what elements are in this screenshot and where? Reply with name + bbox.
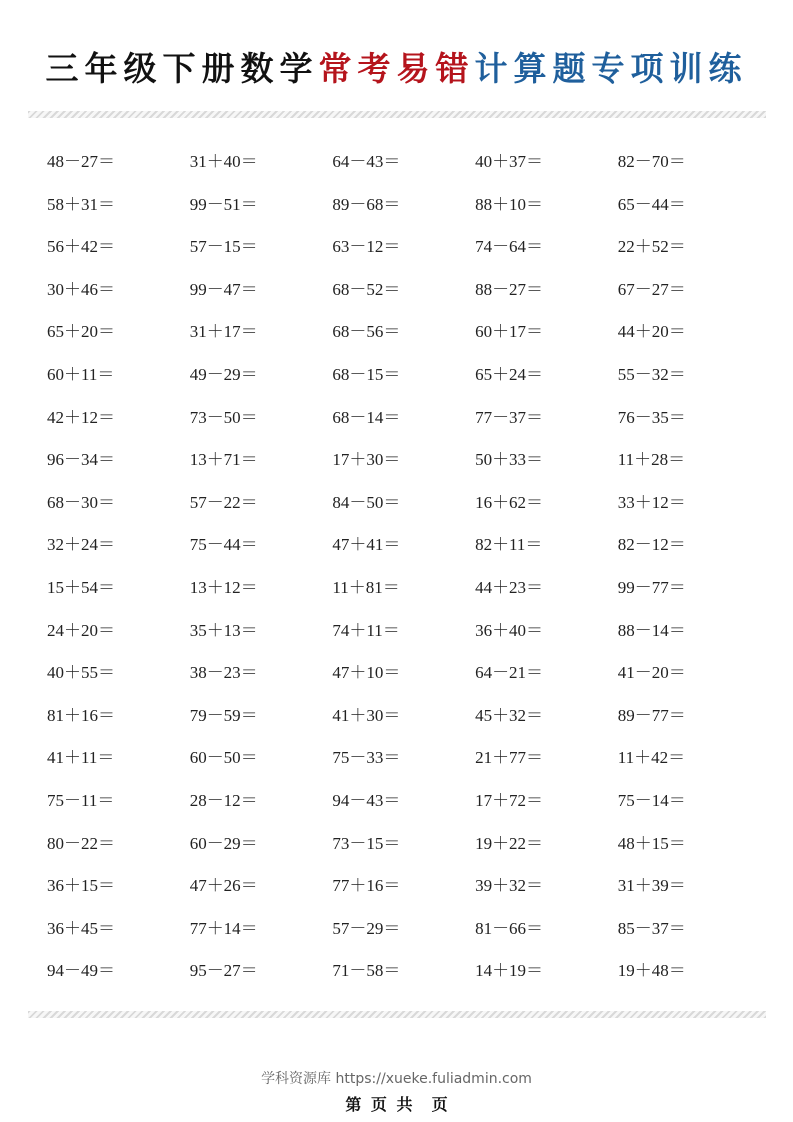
page-title xyxy=(0,44,793,94)
arithmetic-problem: 88－27＝ xyxy=(475,279,544,299)
arithmetic-problem: 82＋11＝ xyxy=(475,535,543,555)
title-highlight: 常考易错 xyxy=(318,49,475,88)
arithmetic-problem: 19＋22＝ xyxy=(475,833,544,853)
arithmetic-problem: 44＋20＝ xyxy=(617,322,686,342)
arithmetic-problem: 88＋10＝ xyxy=(475,194,544,214)
arithmetic-problem: 28－12＝ xyxy=(189,790,258,810)
arithmetic-problem: 48－27＝ xyxy=(47,152,115,171)
arithmetic-problem: 68－52＝ xyxy=(332,279,401,299)
arithmetic-problem: 75－11＝ xyxy=(47,790,115,810)
arithmetic-problem: 31＋39＝ xyxy=(617,876,686,896)
arithmetic-problem: 11＋28＝ xyxy=(617,450,686,470)
arithmetic-problem: 56＋42＝ xyxy=(47,237,115,257)
arithmetic-problem: 49－29＝ xyxy=(189,364,258,384)
arithmetic-problem: 76－35＝ xyxy=(617,407,686,427)
arithmetic-problem: 99－51＝ xyxy=(189,194,258,214)
arithmetic-problem: 45＋32＝ xyxy=(475,705,544,725)
arithmetic-problem: 80－22＝ xyxy=(47,833,115,853)
arithmetic-problem: 73－50＝ xyxy=(189,407,258,427)
arithmetic-problem: 36＋45＝ xyxy=(47,918,115,938)
arithmetic-problem: 74－64＝ xyxy=(475,237,544,257)
arithmetic-problem: 33＋12＝ xyxy=(617,492,686,512)
arithmetic-problem: 81＋16＝ xyxy=(47,705,115,725)
arithmetic-problem: 74＋11＝ xyxy=(332,620,400,640)
arithmetic-problem: 11＋81＝ xyxy=(332,577,400,597)
title-grade: 三年级下册数学 xyxy=(45,49,319,88)
arithmetic-problem: 88－14＝ xyxy=(617,620,686,640)
arithmetic-problem: 39＋32＝ xyxy=(475,876,544,896)
arithmetic-problem: 24＋20＝ xyxy=(47,620,115,640)
arithmetic-problem: 67－27＝ xyxy=(617,279,686,299)
footer-site: 学科资源库 https://xueke.fuliadmin.com xyxy=(261,1071,532,1087)
arithmetic-problem: 38－23＝ xyxy=(189,663,258,683)
arithmetic-problem: 79－59＝ xyxy=(189,705,258,725)
top-divider xyxy=(28,111,766,118)
arithmetic-problem: 82－70＝ xyxy=(617,152,686,171)
arithmetic-problem: 31＋17＝ xyxy=(189,322,258,342)
arithmetic-problem: 41－20＝ xyxy=(617,663,686,683)
arithmetic-problem: 94－43＝ xyxy=(332,790,401,810)
arithmetic-problem: 42＋12＝ xyxy=(47,407,115,427)
arithmetic-problem: 30＋46＝ xyxy=(47,279,115,299)
arithmetic-problem: 75－44＝ xyxy=(189,535,258,555)
arithmetic-problem: 47＋10＝ xyxy=(332,663,401,683)
arithmetic-problem: 36＋40＝ xyxy=(475,620,544,640)
arithmetic-problem: 11＋42＝ xyxy=(617,748,686,768)
arithmetic-problem: 77＋16＝ xyxy=(332,876,401,896)
arithmetic-problem: 21＋77＝ xyxy=(475,748,544,768)
arithmetic-problem: 41＋30＝ xyxy=(332,705,401,725)
arithmetic-problem: 65－44＝ xyxy=(617,194,686,214)
arithmetic-problem: 89－68＝ xyxy=(332,194,401,214)
arithmetic-problem: 17＋72＝ xyxy=(475,790,544,810)
arithmetic-problem: 60＋11＝ xyxy=(47,364,115,384)
arithmetic-problem: 96－34＝ xyxy=(47,450,115,470)
arithmetic-problem: 13＋12＝ xyxy=(189,577,258,597)
arithmetic-problem: 50＋33＝ xyxy=(475,450,544,470)
arithmetic-problem: 94－49＝ xyxy=(47,961,115,981)
arithmetic-problem: 32＋24＝ xyxy=(47,535,115,555)
arithmetic-problem: 60－29＝ xyxy=(189,833,258,853)
arithmetic-problem: 64－21＝ xyxy=(475,663,544,683)
arithmetic-problem: 99－47＝ xyxy=(189,279,258,299)
arithmetic-problem: 63－12＝ xyxy=(332,237,401,257)
arithmetic-problem: 35＋13＝ xyxy=(189,620,258,640)
arithmetic-problem: 75－33＝ xyxy=(332,748,401,768)
arithmetic-problem: 19＋48＝ xyxy=(617,961,686,981)
arithmetic-problem: 89－77＝ xyxy=(617,705,686,725)
arithmetic-problem: 81－66＝ xyxy=(475,918,544,938)
arithmetic-problem: 57－29＝ xyxy=(332,918,401,938)
problem-grid xyxy=(47,141,760,993)
arithmetic-problem: 47＋26＝ xyxy=(189,876,258,896)
arithmetic-problem: 71－58＝ xyxy=(332,961,401,981)
arithmetic-problem: 22＋52＝ xyxy=(617,237,686,257)
arithmetic-problem: 47＋41＝ xyxy=(332,535,401,555)
arithmetic-problem: 55－32＝ xyxy=(617,364,686,384)
arithmetic-problem: 99－77＝ xyxy=(617,577,686,597)
arithmetic-problem: 77－37＝ xyxy=(475,407,544,427)
arithmetic-problem: 65＋24＝ xyxy=(475,364,544,384)
arithmetic-problem: 57－15＝ xyxy=(189,237,258,257)
bottom-divider xyxy=(28,1011,766,1018)
footer-page-number: 第 页 共 页 xyxy=(345,1095,448,1114)
arithmetic-problem: 40＋55＝ xyxy=(47,663,115,683)
arithmetic-problem: 75－14＝ xyxy=(617,790,686,810)
title-topic: 计算题专项训练 xyxy=(474,49,748,88)
arithmetic-problem: 64－43＝ xyxy=(332,152,401,171)
arithmetic-problem: 60－50＝ xyxy=(189,748,258,768)
arithmetic-problem: 36＋15＝ xyxy=(47,876,115,896)
arithmetic-problem: 58＋31＝ xyxy=(47,194,115,214)
arithmetic-problem: 17＋30＝ xyxy=(332,450,401,470)
arithmetic-problem: 60＋17＝ xyxy=(475,322,544,342)
arithmetic-problem: 68－30＝ xyxy=(47,492,115,512)
arithmetic-problem: 13＋71＝ xyxy=(189,450,258,470)
arithmetic-problem: 73－15＝ xyxy=(332,833,401,853)
arithmetic-problem: 85－37＝ xyxy=(617,918,686,938)
arithmetic-problem: 68－15＝ xyxy=(332,364,401,384)
arithmetic-problem: 48＋15＝ xyxy=(617,833,686,853)
arithmetic-problem: 31＋40＝ xyxy=(189,152,258,171)
arithmetic-problem: 82－12＝ xyxy=(617,535,686,555)
arithmetic-problem: 16＋62＝ xyxy=(475,492,544,512)
arithmetic-problem: 65＋20＝ xyxy=(47,322,115,342)
arithmetic-problem: 44＋23＝ xyxy=(475,577,544,597)
arithmetic-problem: 40＋37＝ xyxy=(475,152,544,171)
arithmetic-problem: 84－50＝ xyxy=(332,492,401,512)
arithmetic-problem: 41＋11＝ xyxy=(47,748,115,768)
arithmetic-problem: 57－22＝ xyxy=(189,492,258,512)
arithmetic-problem: 95－27＝ xyxy=(189,961,258,981)
arithmetic-problem: 14＋19＝ xyxy=(475,961,544,981)
arithmetic-problem: 68－56＝ xyxy=(332,322,401,342)
arithmetic-problem: 15＋54＝ xyxy=(47,577,115,597)
arithmetic-problem: 77＋14＝ xyxy=(189,918,258,938)
arithmetic-problem: 68－14＝ xyxy=(332,407,401,427)
